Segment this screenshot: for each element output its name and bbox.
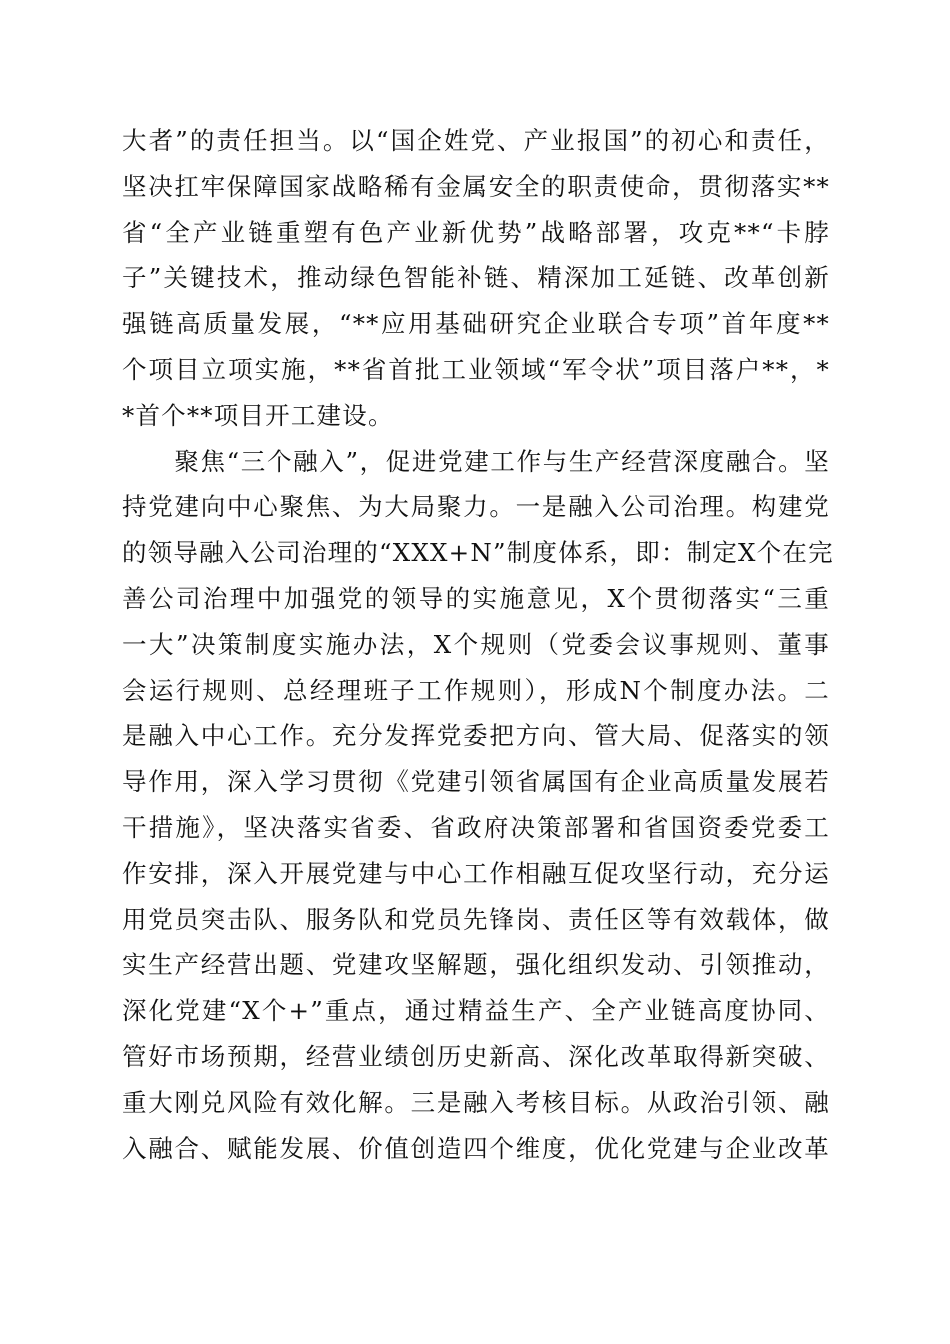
text-line: 省“全产业链重塑有色产业新优势”战略部署，攻克**“卡脖 — [122, 217, 830, 247]
text-line: 干措施》，坚决落实省委、省政府决策部署和省国资委党委工 — [122, 812, 830, 842]
text-line: 聚焦“三个融入”，促进党建工作与生产经营深度融合。坚 — [122, 446, 830, 476]
text-line: 是融入中心工作。充分发挥党委把方向、管大局、促落实的领 — [122, 721, 830, 751]
text-line: 强链高质量发展，“**应用基础研究企业联合专项”首年度** — [122, 309, 830, 339]
text-line: 个项目立项实施，**省首批工业领域“军令状”项目落户**，* — [122, 354, 830, 384]
text-line: 的领导融入公司治理的“XXX+N”制度体系，即：制定X个在完 — [122, 538, 834, 568]
text-line: 作安排，深入开展党建与中心工作相融互促攻坚行动，充分运 — [122, 858, 830, 888]
text-line: 会运行规则、总经理班子工作规则），形成N个制度办法。二 — [122, 675, 830, 705]
text-line: 一大”决策制度实施办法，X个规则（党委会议事规则、董事 — [122, 629, 830, 659]
text-line: 深化党建“X个+”重点，通过精益生产、全产业链高度协同、 — [122, 996, 830, 1026]
text-line: 善公司治理中加强党的领导的实施意见，X个贯彻落实“三重 — [122, 583, 830, 613]
text-line: 重大刚兑风险有效化解。三是融入考核目标。从政治引领、融 — [122, 1087, 830, 1117]
text-line: 用党员突击队、服务队和党员先锋岗、责任区等有效载体，做 — [122, 904, 830, 934]
document-body — [122, 118, 834, 1171]
text-line: 实生产经营出题、党建攻坚解题，强化组织发动、引领推动， — [122, 950, 830, 980]
text-line: 子”关键技术，推动绿色智能补链、精深加工延链、改革创新 — [122, 263, 830, 293]
text-line: 管好市场预期，经营业绩创历史新高、深化改革取得新突破、 — [122, 1041, 830, 1071]
text-line: 入融合、赋能发展、价值创造四个维度，优化党建与企业改革 — [122, 1133, 830, 1163]
text-line: 坚决扛牢保障国家战略稀有金属安全的职责使命，贯彻落实** — [122, 171, 830, 201]
text-line: *首个**项目开工建设。 — [122, 400, 394, 430]
text-line: 导作用，深入学习贯彻《党建引领省属国有企业高质量发展若 — [122, 767, 830, 797]
text-line: 持党建向中心聚焦、为大局聚力。一是融入公司治理。构建党 — [122, 492, 830, 522]
text-line: 大者”的责任担当。以“国企姓党、产业报国”的初心和责任， — [122, 126, 830, 155]
